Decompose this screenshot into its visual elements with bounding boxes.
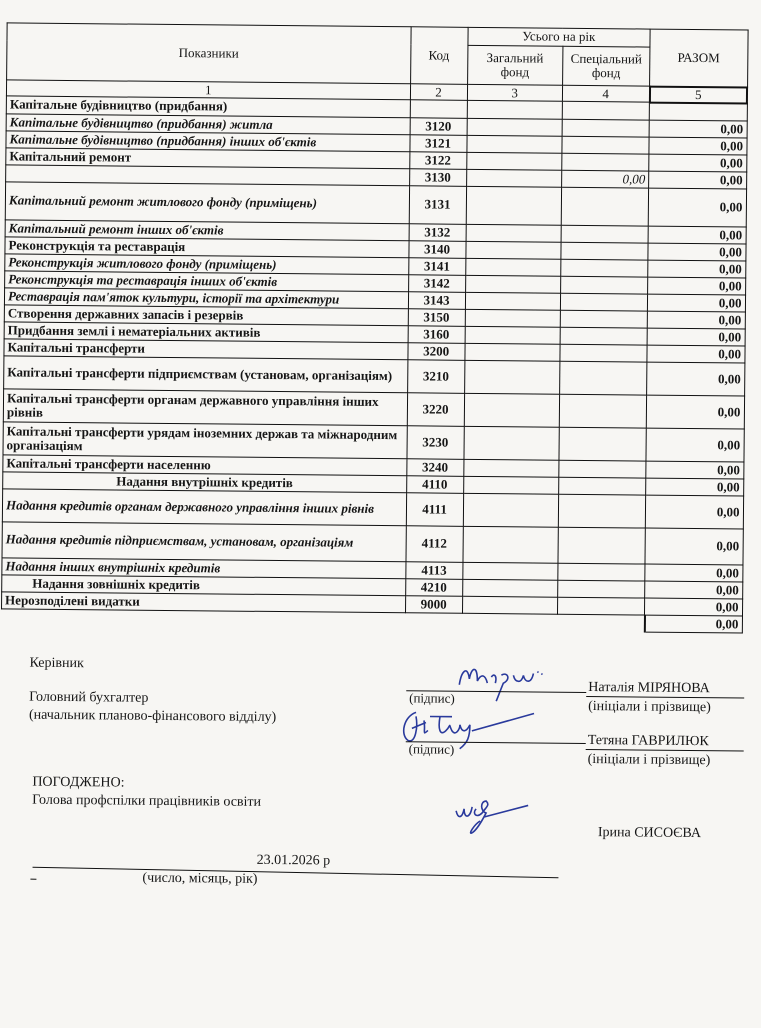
row-total: 0,00 [648, 294, 746, 312]
row-name: Реконструкція та реставрація інших об'єктів [5, 270, 409, 291]
row-general-fund [463, 459, 559, 477]
row-special-fund [562, 119, 649, 137]
row-special-fund [561, 187, 649, 226]
accountant-signature-caption: (підпис) [408, 741, 455, 757]
row-general-fund [465, 292, 561, 310]
row-code: 3210 [407, 359, 464, 393]
row-total: 0,00 [648, 226, 746, 244]
row-general-fund [465, 275, 561, 293]
row-general-fund [465, 309, 561, 327]
row-code: 3140 [409, 240, 466, 258]
header-indicators: Показники [7, 23, 411, 84]
row-code: 4210 [405, 578, 462, 596]
date-caption: (число, місяць, рік) [142, 870, 258, 887]
head-name: Наталія МІРЯНОВА [588, 680, 710, 697]
row-special-fund [562, 101, 649, 119]
row-special-fund [561, 259, 648, 277]
accountant-role-label: Головний бухгалтер [29, 689, 149, 706]
row-total: 0,00 [645, 598, 743, 616]
row-name [1, 608, 405, 629]
row-general-fund [463, 476, 559, 494]
row-code: 3120 [410, 117, 467, 135]
row-code: 3141 [408, 257, 465, 275]
row-name: Капітальні трансферти органам державного управління інших рівнів [3, 388, 407, 425]
head-role-label: Керівник [29, 655, 84, 672]
row-special-fund [559, 361, 647, 395]
row-general-fund [462, 526, 558, 563]
row-code: 4112 [406, 525, 463, 562]
row-general-fund [462, 562, 558, 580]
row-name: Реконструкція житлового фонду (приміщень) [5, 253, 409, 274]
row-general-fund [462, 579, 558, 597]
row-general-fund [466, 169, 562, 187]
row-general-fund [465, 326, 561, 344]
accountant-name-caption: (ініціали і прізвище) [587, 752, 711, 769]
row-code: 3220 [407, 392, 464, 426]
row-name: Капітальне будівництво (придбання) інших об'єктів [6, 130, 410, 151]
row-special-fund [560, 327, 647, 345]
row-code: 4113 [406, 561, 463, 579]
row-name: Капітальний ремонт інших об'єктів [5, 219, 409, 240]
column-number: 3 [467, 84, 562, 101]
row-name: Капітальне будівництво (придбання) житла [6, 113, 410, 134]
row-total: 0,00 [647, 311, 745, 329]
row-special-fund [561, 242, 648, 260]
row-name: Надання кредитів підприємствам, установам, організаціям [2, 521, 406, 561]
row-name: Капітальний ремонт [6, 147, 410, 168]
row-total: 0,00 [647, 345, 745, 363]
row-code [410, 100, 467, 118]
row-special-fund [560, 276, 647, 294]
row-code: 3122 [409, 151, 466, 169]
row-special-fund [557, 614, 644, 632]
row-total: 0,00 [649, 137, 747, 155]
row-code: 3160 [408, 325, 465, 343]
row-special-fund [558, 563, 645, 581]
row-general-fund [466, 135, 562, 153]
row-general-fund [465, 241, 561, 259]
column-number: 4 [562, 85, 649, 102]
row-special-fund [559, 460, 646, 478]
row-total: 0,00 [648, 260, 746, 278]
row-special-fund [558, 527, 646, 564]
row-total: 0,00 [646, 395, 744, 429]
capital-expenditures-table [1, 22, 749, 633]
row-name: Капітальні трансферти підприємствам (установам, організаціям) [4, 355, 408, 392]
row-general-fund [466, 186, 562, 225]
row-special-fund [559, 394, 647, 428]
row-total: 0,00 [646, 428, 744, 462]
row-general-fund [465, 258, 561, 276]
row-special-fund [558, 477, 645, 495]
row-total: 0,00 [645, 495, 743, 529]
header-code: Код [410, 27, 467, 85]
row-total: 0,00 [645, 581, 743, 599]
row-special-fund [560, 310, 647, 328]
row-code: 3230 [407, 425, 464, 459]
row-total: 0,00 [648, 277, 746, 295]
row-total: 0,00 [644, 615, 742, 633]
row-total: 0,00 [646, 478, 744, 496]
row-total: 0,00 [645, 528, 743, 565]
row-total: 0,00 [647, 362, 745, 396]
row-name: Капітальні трансферти [4, 338, 408, 359]
row-special-fund [562, 136, 649, 154]
row-name: Реставрація пам'яток культури, історії та архітектури [4, 287, 408, 308]
header-general-fund: Загальний фонд [467, 45, 563, 85]
row-general-fund [467, 100, 563, 118]
row-total: 0,00 [645, 564, 743, 582]
accountant-name: Тетяна ГАВРИЛЮК [587, 733, 709, 750]
row-total: 0,00 [649, 154, 747, 172]
row-general-fund [467, 118, 563, 136]
row-name: Реконструкція та реставрація [5, 236, 409, 257]
row-general-fund [462, 596, 558, 614]
accountant-role-sublabel: (начальник планово-фінансового відділу) [28, 707, 277, 726]
row-code: 3143 [408, 291, 465, 309]
row-general-fund [466, 224, 562, 242]
approval-label: ПОГОДЖЕНО: [32, 774, 125, 791]
row-name: Надання інших внутрішніх кредитів [2, 557, 406, 578]
header-total: РАЗОМ [650, 29, 748, 87]
row-name: Нерозподілені видатки [2, 591, 406, 612]
row-special-fund [560, 293, 647, 311]
row-code: 3150 [408, 308, 465, 326]
column-number: 2 [410, 84, 467, 101]
approval-signature-icon [450, 791, 540, 842]
row-name: Надання зовнішніх кредитів [2, 574, 406, 595]
row-name: Капітальні трансферти урядам іноземних держав та міжнародним організаціям [3, 421, 407, 458]
row-code: 3200 [408, 342, 465, 360]
row-total: 0,00 [648, 243, 746, 261]
approval-name: Ірина СИСОЄВА [597, 825, 702, 842]
header-year-total: Усього на рік [467, 27, 650, 47]
header-special-fund: Спеціальний фонд [562, 46, 650, 86]
row-name: Капітальне будівництво (придбання) [6, 96, 410, 117]
row-special-fund [557, 597, 644, 615]
column-number: 1 [6, 80, 410, 100]
row-total: 0,00 [648, 188, 746, 227]
column-number: 5 [650, 86, 748, 103]
row-name: Створення державних запасів і резервів [4, 304, 408, 325]
row-total: 0,00 [647, 328, 745, 346]
row-general-fund [463, 493, 559, 527]
row-code: 3131 [409, 185, 466, 224]
row-general-fund [464, 360, 560, 394]
row-code: 4111 [406, 492, 463, 526]
head-signature-caption: (підпис) [409, 690, 455, 706]
row-name: Надання внутрішніх кредитів [3, 471, 407, 492]
row-code: 9000 [405, 595, 462, 613]
row-special-fund [560, 344, 647, 362]
dash-mark [30, 879, 36, 880]
row-special-fund [559, 427, 647, 461]
row-general-fund [466, 152, 562, 170]
row-name: Капітальні трансферти населенню [3, 454, 407, 475]
row-name: Надання кредитів органам державного управління інших рівнів [2, 488, 406, 525]
row-total [649, 102, 747, 120]
row-code: 3130 [409, 168, 466, 186]
row-special-fund [561, 225, 648, 243]
approval-date: 23.01.2026 р [256, 852, 331, 869]
approval-role: Голова профспілки працівників освіти [32, 792, 262, 810]
row-total: 0,00 [649, 171, 747, 189]
row-code: 4110 [406, 475, 463, 493]
row-special-fund [558, 494, 646, 528]
row-general-fund [464, 343, 560, 361]
row-code: 3142 [408, 274, 465, 292]
row-general-fund [463, 426, 559, 460]
row-name: Придбання землі і нематеріальних активів [4, 321, 408, 342]
row-special-fund [558, 580, 645, 598]
row-code: 3132 [409, 223, 466, 241]
head-signature-icon [451, 653, 561, 704]
row-code [405, 612, 462, 630]
row-general-fund [464, 393, 560, 427]
row-special-fund [562, 153, 649, 171]
row-name: Капітальний ремонт житлового фонду (приміщень) [5, 181, 409, 223]
row-total: 0,00 [646, 461, 744, 479]
row-general-fund [462, 613, 558, 631]
row-code: 3240 [407, 458, 464, 476]
row-total: 0,00 [649, 120, 747, 138]
row-code: 3121 [410, 134, 467, 152]
head-name-caption: (ініціали і прізвище) [588, 699, 711, 716]
row-special-fund: 0,00 [561, 170, 648, 188]
